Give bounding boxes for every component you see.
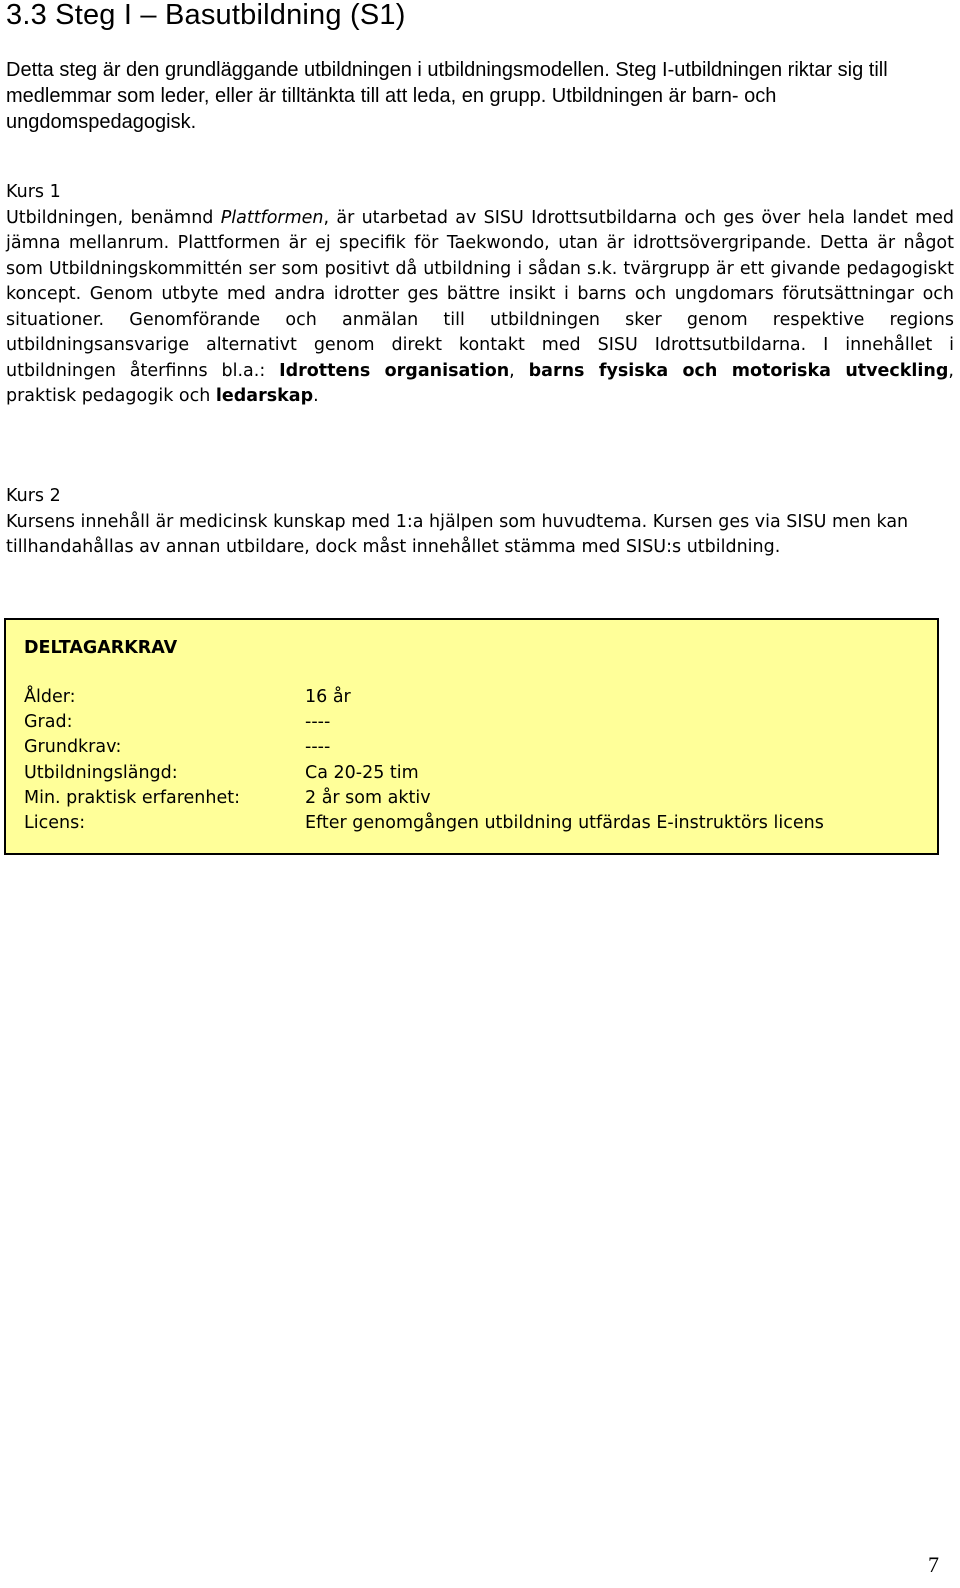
- requirement-label: Licens:: [24, 813, 86, 833]
- kurs2-title: Kurs 2: [6, 486, 61, 506]
- kurs1-bold-topic-2: barns fysiska och motoriska utveckling: [528, 360, 949, 381]
- kurs1-bold-topic-3: ledarskap: [215, 386, 314, 406]
- requirement-value: Efter genomgången utbildning utfärdas E-instruktörs licens: [305, 813, 824, 833]
- kurs1-text-start: Utbildningen, benämnd: [6, 207, 221, 228]
- page-number: 7: [928, 1552, 939, 1577]
- kurs1-section: [6, 180, 954, 410]
- requirement-value: ----: [305, 712, 331, 732]
- intro-paragraph: Detta steg är den grundläggande utbildningen i utbildningsmodellen. Steg I-utbildningen riktar sig till medlemmar som leder, eller är tilltänkta till att leda, en grupp. Utbildningen är barn- och ungdomspedagogisk.: [6, 59, 888, 133]
- requirement-label: Utbildningslängd:: [24, 763, 178, 783]
- kurs1-title: Kurs 1: [6, 182, 61, 202]
- requirement-label: Grundkrav:: [24, 737, 122, 757]
- kurs2-paragraph: Kursens innehåll är medicinsk kunskap med 1:a hjälpen som huvudtema. Kursen ges via SISU men kan tillhandahållas av annan utbildare, dock måst innehållet stämma med SISU:s utbildning.: [6, 511, 909, 557]
- kurs1-bold-topic-1: Idrottens organisation: [279, 360, 510, 381]
- requirements-box: [4, 618, 939, 855]
- requirement-label: Grad:: [24, 712, 73, 732]
- requirement-value: Ca 20-25 tim: [305, 763, 419, 783]
- requirement-value: ----: [305, 737, 331, 757]
- kurs1-text-body: , är utarbetad av SISU Idrottsutbildarna och ges över hela landet med jämna mellanrum. Plattformen är ej specifik för Taekwondo, utan är idrottsövergripande. Detta är något som Utbildningskommittén ser som positivt då utbildning i sådan s.k. tvärgrupp är ett givande pedagogiskt koncept. Genom utbyte med andra idrotter ges bättre insikt i barns och ungdomars förutsättningar och situationer. Genomförande och anmälan till utbildningen sker genom respektive regions utbildningsansvarige alternativt genom direkt kontakt med SISU Idrottsutbildarna. I innehållet i utbildningen återfinns bl.a.:: [6, 207, 954, 381]
- requirement-value: 16 år: [305, 687, 351, 707]
- requirements-title: DELTAGARKRAV: [24, 638, 178, 658]
- requirement-label: Min. praktisk erfarenhet:: [24, 788, 241, 808]
- kurs2-section: [6, 484, 954, 561]
- requirement-label: Ålder:: [24, 687, 76, 707]
- kurs1-separator: ,: [509, 360, 529, 381]
- kurs1-italic-name: Plattformen: [220, 207, 324, 228]
- kurs1-text-mid: , praktisk pedagogik och: [6, 360, 954, 406]
- section-heading: 3.3 Steg I – Basutbildning (S1): [6, 0, 406, 31]
- requirement-value: 2 år som aktiv: [305, 788, 431, 808]
- kurs1-text-end: .: [313, 386, 319, 406]
- kurs1-paragraph: [6, 206, 954, 410]
